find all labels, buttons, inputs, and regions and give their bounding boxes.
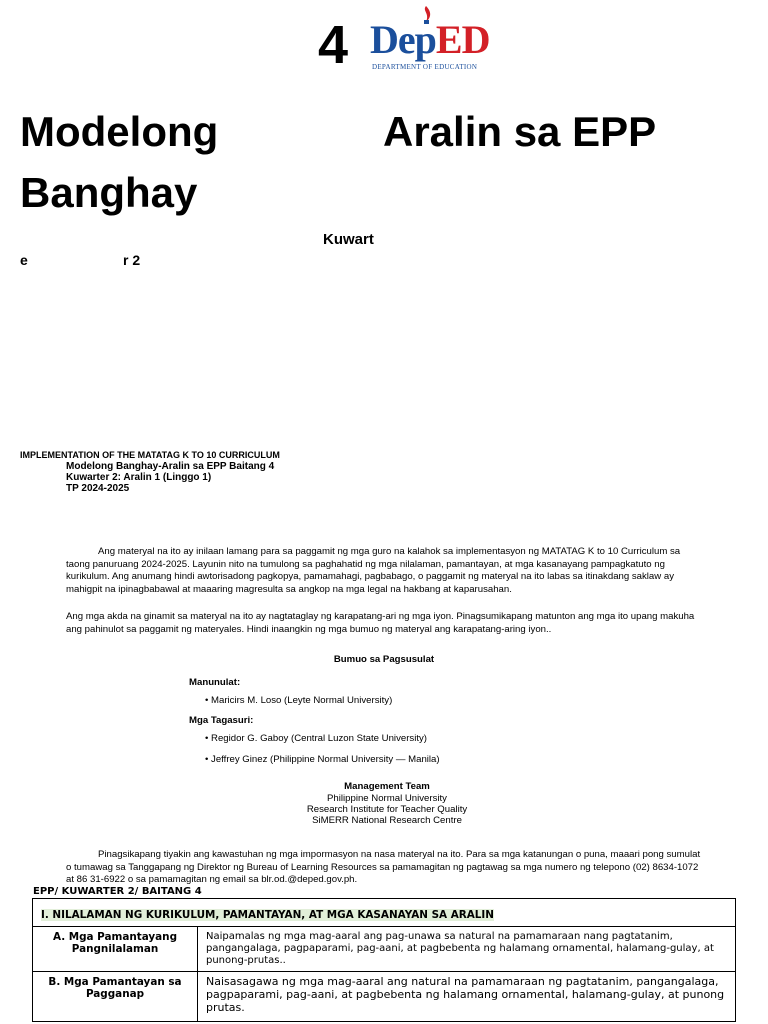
reviewer-item-2: • Jeffrey Ginez (Philippine Normal University — Manila) — [205, 754, 440, 765]
table-row — [33, 927, 736, 972]
disclaimer-paragraph-1 — [66, 546, 706, 596]
implementation-line-2: Kuwarter 2: Aralin 1 (Linggo 1) — [66, 472, 212, 483]
implementation-line-1: Modelong Banghay-Aralin sa EPP Baitang 4 — [66, 461, 275, 472]
implementation-heading: IMPLEMENTATION OF THE MATATAG K TO 10 CURRICULUM — [20, 450, 280, 460]
row-label-pangnilalaman: A. Mga Pamantayang Pangnilalaman — [33, 927, 198, 972]
contact-paragraph — [66, 849, 706, 887]
row-value-pangnilalaman: Naipamalas ng mga mag-aaral ang pag-unawa sa natural na pamamaraan nang pagtatanim, pangangalaga, pagpaparami, pag-aani, at pagbebenta ng halamang ornamental, halamang-gulay, at punong-prutas.. — [198, 927, 736, 972]
implementation-line-3: TP 2024-2025 — [66, 483, 130, 494]
grade-number: 4 — [318, 15, 349, 75]
reviewer-label: Mga Tagasuri: — [189, 715, 254, 726]
credits-heading: Bumuo sa Pagsusulat — [333, 654, 435, 665]
paragraph-2-text: Ang mga akda na ginamit sa materyal na ito ay nagtataglay ng karapatang-ari ng mga iyon. Pinagsumikapang matunton ang mga ito upang makuha ang pahinulot sa paggamit ng materyales. Hindi inaangkin ng mga bumuo ng materyal ang karapatang-aring iyon.. — [66, 611, 695, 635]
title-aralin: Aralin sa EPP — [383, 108, 657, 155]
implementation-block — [20, 450, 280, 494]
reviewer-item-1: • Regidor G. Gaboy (Central Luzon State University) — [205, 733, 427, 744]
title-fragment-kuwart: Kuwart — [323, 231, 374, 248]
writer-label: Manunulat: — [189, 677, 241, 688]
paragraph-1-text: Ang materyal na ito ay inilaan lamang para sa paggamit ng mga guro na kalahok sa implementasyon ng MATATAG K to 10 Curriculum sa taong panuruang 2024-2025. Layunin nito na tumulong sa paghahatid ng mga nilalaman, pamantayan, at mga kasanayang pampagkatuto ng kurikulum. Ang anumang hindi awtorisadong pagkopya, pamamahagi, pagbabago, o paggamit ng materyal na ito labas sa itinakdang saklaw ay mahigpit na ipinagbabawal at maaaring magresulta sa angkop na mga legal na hakbang at kaparusahan. — [66, 546, 681, 595]
curriculum-table — [32, 898, 736, 1022]
row-label-pagganap: B. Mga Pamantayan sa Pagganap — [33, 972, 198, 1022]
logo-ed-text: ED — [435, 17, 490, 62]
disclaimer-paragraph-2 — [66, 611, 706, 636]
writer-item: • Maricirs M. Loso (Leyte Normal University) — [205, 695, 393, 706]
logo-dep-text: Dep — [370, 17, 436, 62]
paragraph-3-text: Pinagsikapang tiyakin ang kawastuhan ng mga impormasyon na nasa materyal na ito. Para sa mga katanungan o puna, maaari pong sumulat o tumawag sa Tanggapang ng Direktor ng Bureau of Learning Resources sa pamamagitan ng pagtawag sa mga numero ng telepono (02) 8634-1072 at 86 31-6922 o sa pamamagitan ng email sa blr.od.@deped.gov.ph. — [66, 849, 701, 885]
table-row — [33, 972, 736, 1022]
title-banghay: Banghay — [20, 169, 198, 216]
title-fragment-e: e — [20, 252, 28, 268]
table-row — [33, 899, 736, 927]
deped-wordmark — [370, 4, 506, 76]
management-item-2: Research Institute for Teacher Quality — [306, 804, 468, 815]
row-value-pagganap: Naisasagawa ng mga mag-aaral ang natural na pamamaraan ng pagtatanim, pangangalaga, pagpaparami, pag-aani, at pagbebenta ng halamang ornamental, halamang-gulay, at punong prutas. — [198, 972, 736, 1022]
management-heading: Management Team — [344, 781, 430, 792]
section-title: I. NILALAMAN NG KURIKULUM, PAMANTAYAN, AT MGA KASANAYAN SA ARALIN — [41, 909, 494, 921]
logo-subtitle: DEPARTMENT OF EDUCATION — [372, 63, 478, 71]
lesson-header-line: EPP/ KUWARTER 2/ BAITANG 4 — [33, 886, 202, 897]
deped-logo — [318, 4, 508, 76]
title-fragment-r2: r 2 — [123, 252, 141, 268]
management-item-3: SiMERR National Research Centre — [312, 815, 462, 826]
management-item-1: Philippine Normal University — [327, 793, 447, 804]
title-modelong: Modelong — [20, 108, 219, 155]
